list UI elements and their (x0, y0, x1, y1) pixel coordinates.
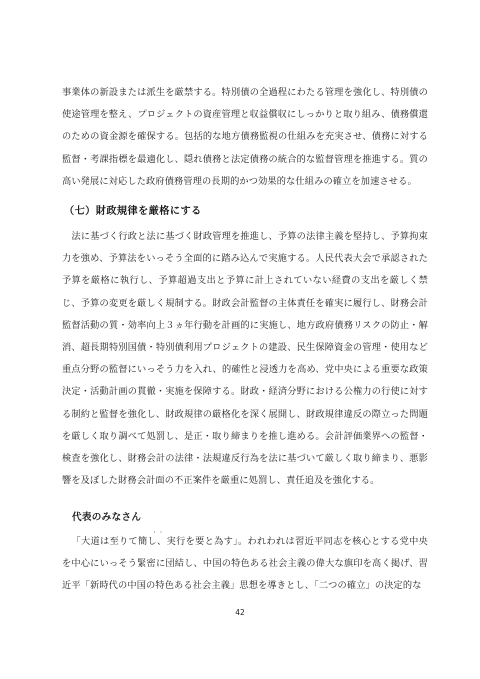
sub-heading: 代表のみなさん (72, 512, 142, 523)
paragraph-text: 事業体の新設または派生を厳禁する。特別債の全過程にわたる管理を強化し、特別債の使途管理を整え、プロジェクトの資産管理と収益償収にしっかりと取り組み、債務償還のための資金源を確保する。包括的な地方債務監視の仕組みを充実させ、債務に対する監督・考課指標を最適化し、隠れ債務と法定債務の統合的な監督管理を推進する。質の高い発展に対応した政府債務管理の長期的かつ効果的な仕組みの確立を加速させる。 (62, 87, 428, 187)
body-paragraph-top (62, 82, 428, 193)
paragraph-text: 「大道は至りて簡し、実行を要と為す」。われわれは習近平同志を核心とする党中央を中心にいっそう緊密に団結し、中国の特色ある社会主義の偉大な旗印を高く掲げ、習近平「新時代の中国の特色ある社会主義」思想を導きとし、「二つの確立」の決定的な (62, 536, 428, 592)
body-paragraph-middle (62, 226, 428, 492)
body-paragraph-bottom (62, 531, 428, 598)
section-heading: （七）財政規律を厳格にする (64, 206, 202, 217)
paragraph-text: 法に基づく行政と法に基づく財政管理を推進し、予算の法律主義を堅持し、予算拘束力を強め、予算法をいっそう全面的に踏み込んで実施する。人民代表大会で承認された予算を厳格に執行し、予算超過支出と予算に計上されていない経費の支出を厳しく禁じ、予算の変更を厳しく規制する。財政会計監督の主体責任を確実に履行し、財務会計監督活動の質・効率向上３ヵ年行動を計画的に実施し、地方政府債務リスクの防止・解消、超長期特別国債・特別債利用プロジェクトの建設、民生保障資金の管理・使用など重点分野の監督にいっそう力を入れ、的確性と浸透力を高め、党中央による重要な政策決定・活動計画の貫徹・実施を保障する。財政・経済分野における公権力の行使に対する制約と監督を強化し、財政規律の厳格化を深く展開し、財政規律違反の際立った問題を厳しく取り調べて処罰し、是正・取り締まりを推し進める。会計評価業界への監督・検査を強化し、財務会計の法律・法規違反行為を法に基づいて厳しく取り締まり、悪影響を及ぼした財務会計面の不正案件を厳重に処罰し、責任追及を強化する。 (62, 231, 428, 487)
emphasis-marks: ・・ (152, 530, 166, 536)
page-number: 42 (235, 608, 245, 617)
